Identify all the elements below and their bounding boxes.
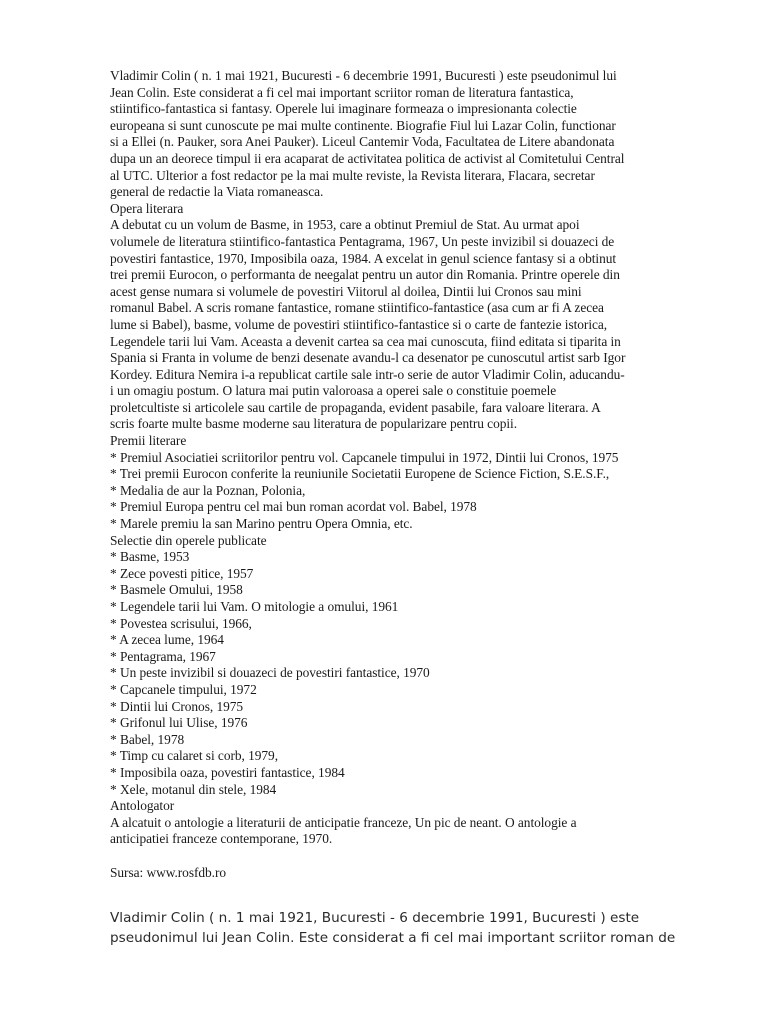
opera-paragraph	[110, 217, 722, 433]
premii-item: * Premiul Asociatiei scriitorilor pentru vol. Capcanele timpului in 1972, Dintii lui Cronos, 1975	[110, 449, 619, 465]
premii-item: * Marele premiu la san Marino pentru Opera Omnia, etc.	[110, 516, 413, 532]
selectie-item: * A zecea lume, 1964	[110, 632, 224, 648]
selectie-item: * Basmele Omului, 1958	[110, 582, 243, 598]
selectie-list	[110, 549, 722, 798]
repeat-paragraph	[110, 908, 730, 948]
selectie-item: * Zece povesti pitice, 1957	[110, 565, 254, 581]
intro-line: dupa un an deorece timpul ii era acaparat de activitatea politica de activist al Comitetului Central	[110, 150, 625, 166]
opera-line: Kordey. Editura Nemira i-a republicat cartile sale intr-o serie de autor Vladimir Colin, aducandu-	[110, 366, 625, 382]
selectie-item: * Dintii lui Cronos, 1975	[110, 698, 244, 714]
premii-list	[110, 450, 722, 533]
intro-line: Vladimir Colin ( n. 1 mai 1921, Bucuresti - 6 decembrie 1991, Bucuresti ) este pseudonimul lui	[110, 68, 617, 83]
antologator-heading: Antologator	[110, 798, 175, 814]
intro-paragraph	[110, 68, 722, 201]
selectie-item: * Timp cu calaret si corb, 1979,	[110, 748, 278, 764]
antologator-line: A alcatuit o antologie a literaturii de anticipatie franceze, Un pic de neant. O antologie a	[110, 814, 577, 830]
intro-line: Jean Colin. Este considerat a fi cel mai important scriitor roman de literatura fantastica,	[110, 84, 574, 100]
source-line: Sursa: www.rosfdb.ro	[110, 864, 227, 880]
opera-line: lume si Babel), basme, volume de povestiri stiintifico-fantastice si o carte de fantezie istorica,	[110, 316, 608, 332]
opera-line: acest gense numara si volumele de povestiri Viitorul al doilea, Dintii lui Cronos sau mini	[110, 283, 582, 299]
selectie-item: * Babel, 1978	[110, 731, 185, 747]
opera-line: proletcultiste si articolele sau cartile de propaganda, evident pasabile, fara valoare literara. A	[110, 399, 601, 415]
selectie-item: * Povestea scrisului, 1966,	[110, 615, 252, 631]
opera-line: A debutat cu un volum de Basme, in 1953, care a obtinut Premiul de Stat. Au urmat apoi	[110, 217, 580, 233]
opera-line: Legendele tarii lui Vam. Aceasta a devenit cartea sa cea mai cunoscuta, fiind editata si tiparita in	[110, 333, 621, 349]
intro-line: europeana si sunt cunoscute pe mai multe continente. Biografie Fiul lui Lazar Colin, functionar	[110, 117, 616, 133]
selectie-item: * Imposibila oaza, povestiri fantastice, 1984	[110, 764, 345, 780]
repeat-line: pseudonimul lui Jean Colin. Este considerat a fi cel mai important scriitor roman de	[110, 930, 676, 946]
selectie-item: * Xele, motanul din stele, 1984	[110, 781, 277, 797]
intro-line: stiintifico-fantastica si fantasy. Operele lui imaginare formeaza o impresionanta colectie	[110, 101, 577, 117]
intro-line: general de redactie la Viata romaneasca.	[110, 184, 324, 200]
opera-line: trei premii Eurocon, o performanta de neegalat pentru un autor din Romania. Printre operele din	[110, 267, 620, 283]
opera-line: Spania si Franta in volume de benzi desenate avandu-l ca desenator pe cunoscutul artist sarb Igor	[110, 350, 626, 366]
premii-item: * Trei premii Eurocon conferite la reuniunile Societatii Europene de Science Fiction, S.E.S.F.,	[110, 466, 610, 482]
premii-item: * Medalia de aur la Poznan, Polonia,	[110, 482, 306, 498]
selectie-item: * Legendele tarii lui Vam. O mitologie a omului, 1961	[110, 599, 399, 614]
antologator-paragraph	[110, 815, 722, 848]
opera-line: povestiri fantastice, 1970, Imposibila oaza, 1984. A excelat in genul science fantasy si a obtinut	[110, 250, 617, 266]
intro-line: al UTC. Ulterior a fost redactor pe la mai multe reviste, la Revista literara, Flacara, secretar	[110, 167, 595, 183]
repeat-line: Vladimir Colin ( n. 1 mai 1921, Bucuresti - 6 decembrie 1991, Bucuresti ) este	[110, 910, 640, 926]
main-text-block	[110, 68, 722, 882]
selectie-item: * Un peste invizibil si douazeci de povestiri fantastice, 1970	[110, 665, 430, 681]
opera-line: volumele de literatura stiintifico-fantastica Pentagrama, 1967, Un peste invizibil si douazeci de	[110, 233, 615, 249]
repeat-text-block	[110, 908, 730, 948]
opera-line: romanul Babel. A scris romane fantastice, romane stiintifico-fantastice (asa cum ar fi A zecea	[110, 300, 604, 316]
selectie-item: * Capcanele timpului, 1972	[110, 681, 257, 697]
selectie-item: * Basme, 1953	[110, 549, 190, 565]
premii-item: * Premiul Europa pentru cel mai bun roman acordat vol. Babel, 1978	[110, 499, 477, 515]
selectie-item: * Grifonul lui Ulise, 1976	[110, 715, 248, 731]
premii-heading: Premii literare	[110, 433, 187, 449]
selectie-heading: Selectie din operele publicate	[110, 532, 267, 548]
opera-line: i un omagiu postum. O latura mai putin valoroasa a operei sale o constituie poemele	[110, 383, 557, 399]
opera-line: scris foarte multe basme moderne sau literatura de popularizare pentru copii.	[110, 416, 518, 432]
opera-heading: Opera literara	[110, 200, 184, 216]
blank-line	[110, 848, 722, 865]
selectie-item: * Pentagrama, 1967	[110, 648, 216, 664]
antologator-line: anticipatiei franceze contemporane, 1970.	[110, 831, 333, 847]
intro-line: si a Ellei (n. Pauker, sora Anei Pauker). Liceul Cantemir Voda, Facultatea de Litere abandonata	[110, 134, 615, 150]
